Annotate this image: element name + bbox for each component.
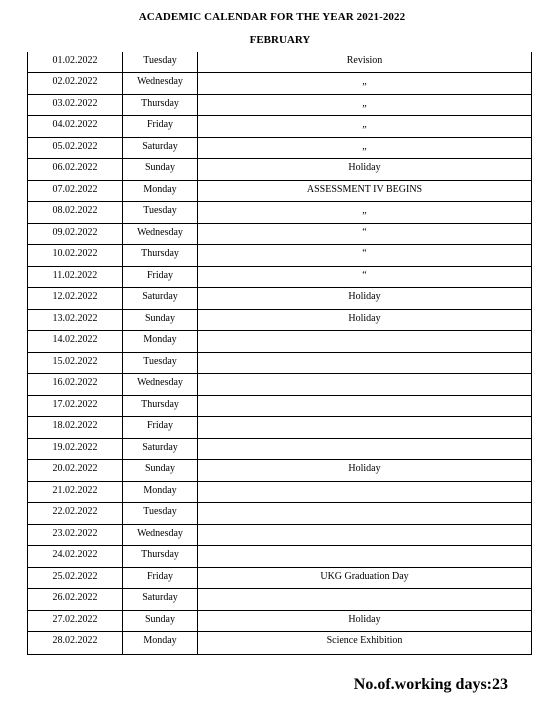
date-cell: 07.02.2022 — [28, 180, 123, 202]
table-row — [28, 223, 532, 245]
day-cell: Monday — [123, 632, 198, 655]
date-cell: 24.02.2022 — [28, 546, 123, 568]
event-cell: Holiday — [198, 610, 532, 632]
day-cell: Friday — [123, 116, 198, 138]
table-row — [28, 610, 532, 632]
event-cell: Science Exhibition — [198, 632, 532, 655]
day-cell: Monday — [123, 481, 198, 503]
date-cell: 12.02.2022 — [28, 288, 123, 310]
event-cell: Holiday — [198, 159, 532, 181]
day-cell: Thursday — [123, 546, 198, 568]
event-cell: “ — [198, 266, 532, 288]
event-cell: “ — [198, 245, 532, 267]
month-heading: FEBRUARY — [249, 34, 311, 46]
table-row — [28, 524, 532, 546]
table-row — [28, 481, 532, 503]
day-cell: Thursday — [123, 395, 198, 417]
day-cell: Wednesday — [123, 524, 198, 546]
table-row — [28, 180, 532, 202]
table-row — [28, 52, 532, 73]
date-cell: 10.02.2022 — [28, 245, 123, 267]
day-cell: Thursday — [123, 94, 198, 116]
table-row — [28, 159, 532, 181]
day-cell: Monday — [123, 180, 198, 202]
date-cell: 18.02.2022 — [28, 417, 123, 439]
day-cell: Tuesday — [123, 52, 198, 73]
table-row — [28, 417, 532, 439]
event-cell: Holiday — [198, 309, 532, 331]
day-cell: Thursday — [123, 245, 198, 267]
date-cell: 06.02.2022 — [28, 159, 123, 181]
event-cell: Holiday — [198, 460, 532, 482]
table-row — [28, 589, 532, 611]
day-cell: Saturday — [123, 589, 198, 611]
event-cell — [198, 352, 532, 374]
day-cell: Tuesday — [123, 352, 198, 374]
table-row — [28, 116, 532, 138]
table-row — [28, 374, 532, 396]
day-cell: Sunday — [123, 309, 198, 331]
day-cell: Wednesday — [123, 73, 198, 95]
event-cell: Holiday — [198, 288, 532, 310]
event-cell — [198, 417, 532, 439]
date-cell: 28.02.2022 — [28, 632, 123, 655]
date-cell: 05.02.2022 — [28, 137, 123, 159]
table-row — [28, 309, 532, 331]
table-row — [28, 266, 532, 288]
table-row — [28, 352, 532, 374]
day-cell: Sunday — [123, 159, 198, 181]
day-cell: Sunday — [123, 460, 198, 482]
event-cell — [198, 395, 532, 417]
event-cell — [198, 331, 532, 353]
day-cell: Tuesday — [123, 503, 198, 525]
date-cell: 09.02.2022 — [28, 223, 123, 245]
date-cell: 11.02.2022 — [28, 266, 123, 288]
table-row — [28, 94, 532, 116]
date-cell: 16.02.2022 — [28, 374, 123, 396]
event-cell: „ — [198, 202, 532, 224]
table-row — [28, 546, 532, 568]
date-cell: 13.02.2022 — [28, 309, 123, 331]
event-cell: „ — [198, 116, 532, 138]
day-cell: Friday — [123, 266, 198, 288]
date-cell: 08.02.2022 — [28, 202, 123, 224]
day-cell: Sunday — [123, 610, 198, 632]
day-cell: Monday — [123, 331, 198, 353]
day-cell: Wednesday — [123, 223, 198, 245]
event-cell — [198, 503, 532, 525]
event-cell — [198, 438, 532, 460]
table-row — [28, 245, 532, 267]
date-cell: 27.02.2022 — [28, 610, 123, 632]
day-cell: Saturday — [123, 438, 198, 460]
date-cell: 14.02.2022 — [28, 331, 123, 353]
table-row — [28, 73, 532, 95]
event-cell: „ — [198, 94, 532, 116]
date-cell: 04.02.2022 — [28, 116, 123, 138]
date-cell: 01.02.2022 — [28, 52, 123, 73]
calendar-table — [27, 52, 532, 655]
date-cell: 17.02.2022 — [28, 395, 123, 417]
table-row — [28, 331, 532, 353]
event-cell — [198, 524, 532, 546]
day-cell: Wednesday — [123, 374, 198, 396]
table-row — [28, 632, 532, 655]
event-cell: „ — [198, 137, 532, 159]
event-cell: ASSESSMENT IV BEGINS — [198, 180, 532, 202]
table-row — [28, 137, 532, 159]
event-cell — [198, 374, 532, 396]
date-cell: 19.02.2022 — [28, 438, 123, 460]
day-cell: Friday — [123, 567, 198, 589]
day-cell: Saturday — [123, 137, 198, 159]
table-row — [28, 202, 532, 224]
calendar-body — [28, 52, 532, 655]
table-row — [28, 567, 532, 589]
event-cell: Revision — [198, 52, 532, 73]
event-cell: „ — [198, 73, 532, 95]
table-row — [28, 460, 532, 482]
working-days-count: No.of.working days:23 — [353, 676, 508, 693]
date-cell: 23.02.2022 — [28, 524, 123, 546]
event-cell — [198, 481, 532, 503]
day-cell: Saturday — [123, 288, 198, 310]
event-cell — [198, 546, 532, 568]
event-cell — [198, 589, 532, 611]
day-cell: Tuesday — [123, 202, 198, 224]
page-title: ACADEMIC CALENDAR FOR THE YEAR 2021-2022 — [138, 11, 406, 23]
event-cell: “ — [198, 223, 532, 245]
table-row — [28, 395, 532, 417]
date-cell: 02.02.2022 — [28, 73, 123, 95]
date-cell: 03.02.2022 — [28, 94, 123, 116]
table-row — [28, 288, 532, 310]
date-cell: 20.02.2022 — [28, 460, 123, 482]
date-cell: 25.02.2022 — [28, 567, 123, 589]
date-cell: 22.02.2022 — [28, 503, 123, 525]
date-cell: 21.02.2022 — [28, 481, 123, 503]
table-row — [28, 503, 532, 525]
date-cell: 15.02.2022 — [28, 352, 123, 374]
date-cell: 26.02.2022 — [28, 589, 123, 611]
table-row — [28, 438, 532, 460]
event-cell: UKG Graduation Day — [198, 567, 532, 589]
day-cell: Friday — [123, 417, 198, 439]
